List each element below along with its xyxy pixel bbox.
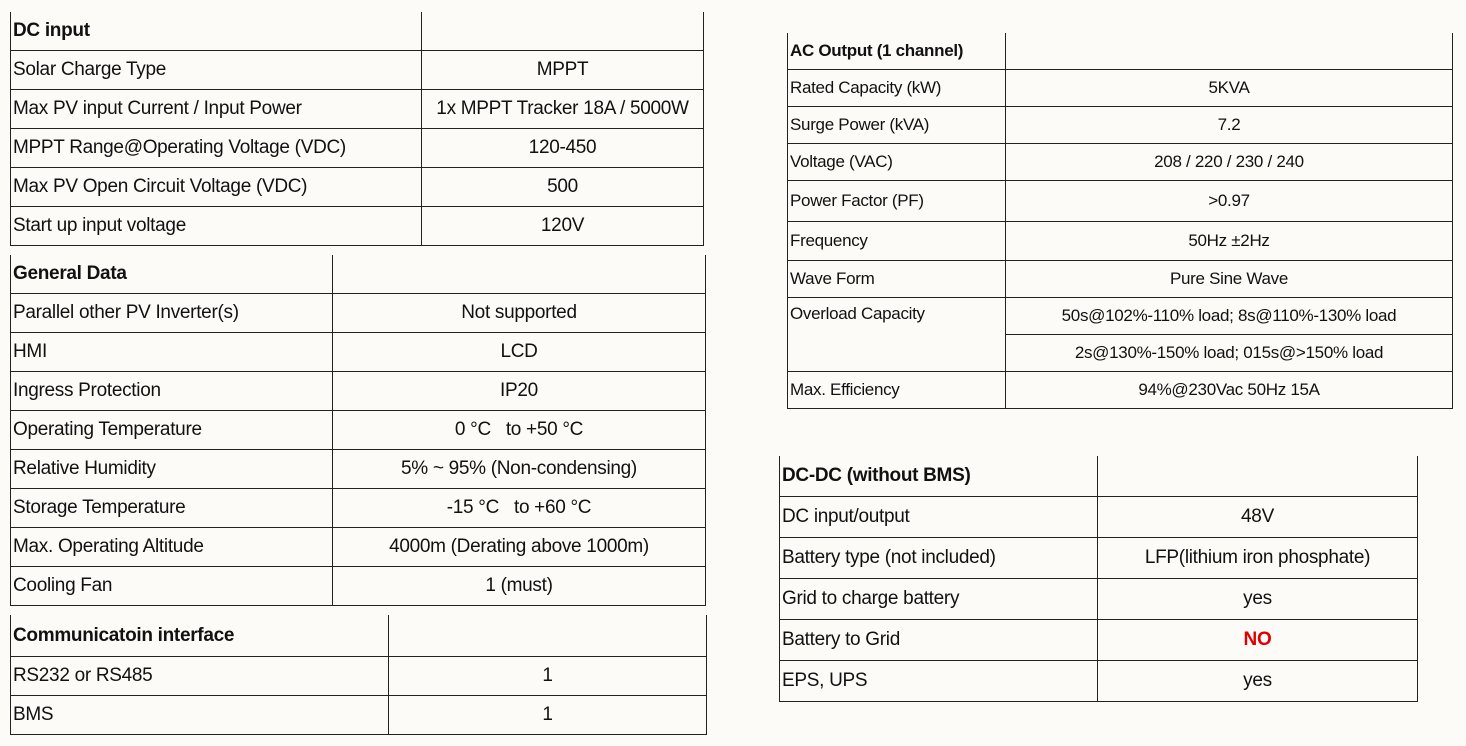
table-row	[11, 450, 706, 489]
row-label: Frequency	[788, 222, 1006, 261]
table-row	[788, 70, 1453, 107]
row-label: Overload Capacity	[788, 298, 1006, 372]
row-value: >0.97	[1006, 181, 1453, 222]
dc-input-table	[10, 12, 704, 246]
row-label: DC input/output	[780, 497, 1098, 538]
row-label: HMI	[11, 333, 333, 372]
table-row	[11, 51, 704, 90]
row-label: Relative Humidity	[11, 450, 333, 489]
row-label: Rated Capacity (kW)	[788, 70, 1006, 107]
table-row	[11, 90, 704, 129]
row-value: 1x MPPT Tracker 18A / 5000W	[422, 90, 704, 129]
row-value: 50s@102%-110% load; 8s@110%-130% load	[1006, 298, 1453, 335]
row-value: Not supported	[333, 294, 706, 333]
row-label: Ingress Protection	[11, 372, 333, 411]
row-value: 2s@130%-150% load; 015s@>150% load	[1006, 335, 1453, 372]
row-value: IP20	[333, 372, 706, 411]
row-value: 1 (must)	[333, 567, 706, 606]
row-label: Battery type (not included)	[780, 538, 1098, 579]
table-row	[780, 538, 1418, 579]
row-label: Max PV Open Circuit Voltage (VDC)	[11, 168, 422, 207]
row-label: Operating Temperature	[11, 411, 333, 450]
row-value: 5KVA	[1006, 70, 1453, 107]
table-row	[780, 620, 1418, 661]
row-value: LFP(lithium iron phosphate)	[1098, 538, 1418, 579]
table-row	[11, 168, 704, 207]
ac-output-table	[787, 33, 1453, 409]
row-value: LCD	[333, 333, 706, 372]
row-label: Power Factor (PF)	[788, 181, 1006, 222]
table-header-row	[11, 255, 706, 294]
table-row	[11, 294, 706, 333]
communication-interface-table	[10, 615, 707, 735]
row-value: 208 / 220 / 230 / 240	[1006, 144, 1453, 181]
table-row	[11, 657, 707, 696]
table-row	[11, 372, 706, 411]
header-empty-cell	[1006, 33, 1453, 70]
section-title: General Data	[11, 255, 333, 294]
row-value: 0 °C to +50 °C	[333, 411, 706, 450]
table-row	[788, 261, 1453, 298]
row-label: Max. Efficiency	[788, 372, 1006, 409]
table-row	[11, 333, 706, 372]
table-row	[780, 497, 1418, 538]
row-label: Start up input voltage	[11, 207, 422, 246]
section-title: AC Output (1 channel)	[788, 33, 1006, 70]
row-value: 500	[422, 168, 704, 207]
table-row	[11, 411, 706, 450]
table-row	[780, 661, 1418, 702]
table-row	[11, 207, 704, 246]
table-header-row	[11, 12, 704, 51]
row-label: Battery to Grid	[780, 620, 1098, 661]
row-value: 120V	[422, 207, 704, 246]
table-row	[788, 372, 1453, 409]
row-value: -15 °C to +60 °C	[333, 489, 706, 528]
battery-to-grid-no-value: NO	[1098, 620, 1418, 661]
row-label: Max. Operating Altitude	[11, 528, 333, 567]
row-label: EPS, UPS	[780, 661, 1098, 702]
table-header-row	[11, 615, 707, 657]
row-value: 94%@230Vac 50Hz 15A	[1006, 372, 1453, 409]
table-row	[11, 129, 704, 168]
row-label: Cooling Fan	[11, 567, 333, 606]
row-label: BMS	[11, 696, 389, 735]
row-label: Wave Form	[788, 261, 1006, 298]
row-value: 4000m (Derating above 1000m)	[333, 528, 706, 567]
row-value: 120-450	[422, 129, 704, 168]
section-title: Communicatoin interface	[11, 615, 389, 657]
row-value: 48V	[1098, 497, 1418, 538]
row-value: 5% ~ 95% (Non-condensing)	[333, 450, 706, 489]
row-value: MPPT	[422, 51, 704, 90]
header-empty-cell	[389, 615, 707, 657]
table-header-row	[788, 33, 1453, 70]
row-value: 1	[389, 696, 707, 735]
table-header-row	[780, 456, 1418, 497]
table-row	[11, 696, 707, 735]
table-row	[11, 567, 706, 606]
table-row	[788, 298, 1453, 335]
table-row	[11, 489, 706, 528]
row-label: RS232 or RS485	[11, 657, 389, 696]
row-label: MPPT Range@Operating Voltage (VDC)	[11, 129, 422, 168]
section-title: DC-DC (without BMS)	[780, 456, 1098, 497]
table-row	[780, 579, 1418, 620]
section-title: DC input	[11, 12, 422, 51]
row-value: Pure Sine Wave	[1006, 261, 1453, 298]
row-label: Max PV input Current / Input Power	[11, 90, 422, 129]
row-label: Parallel other PV Inverter(s)	[11, 294, 333, 333]
table-row	[788, 222, 1453, 261]
row-value: yes	[1098, 579, 1418, 620]
row-label: Solar Charge Type	[11, 51, 422, 90]
row-value: 7.2	[1006, 107, 1453, 144]
table-row	[788, 181, 1453, 222]
row-label: Storage Temperature	[11, 489, 333, 528]
header-empty-cell	[422, 12, 704, 51]
dc-dc-table	[779, 456, 1418, 702]
row-label: Voltage (VAC)	[788, 144, 1006, 181]
general-data-table	[10, 255, 706, 606]
row-value: 50Hz ±2Hz	[1006, 222, 1453, 261]
table-row	[788, 107, 1453, 144]
row-value: 1	[389, 657, 707, 696]
row-label: Surge Power (kVA)	[788, 107, 1006, 144]
header-empty-cell	[333, 255, 706, 294]
table-row	[788, 144, 1453, 181]
row-label: Grid to charge battery	[780, 579, 1098, 620]
row-value: yes	[1098, 661, 1418, 702]
table-row	[11, 528, 706, 567]
header-empty-cell	[1098, 456, 1418, 497]
